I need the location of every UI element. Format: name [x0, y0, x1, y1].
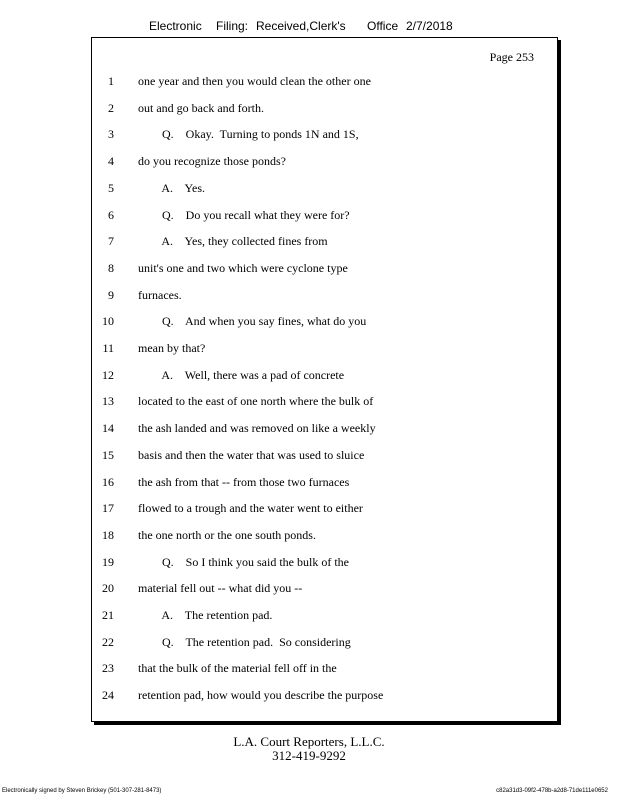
line-number: 4 — [108, 154, 114, 168]
line-number: 20 — [102, 581, 114, 595]
line-number: 21 — [102, 608, 114, 622]
line-number: 5 — [108, 181, 114, 195]
line-text: material fell out -- what did you -- — [138, 581, 303, 595]
line-text: Q. Do you recall what they were for? — [138, 208, 350, 222]
line-number: 23 — [102, 661, 114, 675]
page-number: Page 253 — [489, 50, 534, 64]
header-office: Office — [367, 19, 399, 33]
line-text: A. Yes. — [138, 181, 206, 195]
line-number: 6 — [108, 208, 114, 222]
line-text: Q. The retention pad. So considering — [138, 635, 351, 649]
line-text: that the bulk of the material fell off in the — [138, 661, 337, 675]
line-text: the ash from that -- from those two furnaces — [138, 475, 350, 489]
line-number: 17 — [102, 501, 114, 515]
line-number: 15 — [102, 448, 114, 462]
line-text: Q. And when you say fines, what do you — [138, 314, 367, 328]
line-text: one year and then you would clean the other one — [138, 74, 371, 88]
line-text: A. Yes, they collected fines from — [138, 234, 328, 248]
line-number: 9 — [108, 288, 114, 302]
line-text: Q. Okay. Turning to ponds 1N and 1S, — [138, 127, 359, 141]
line-number: 2 — [108, 101, 114, 115]
line-text: Q. So I think you said the bulk of the — [138, 555, 349, 569]
line-text: A. The retention pad. — [138, 608, 273, 622]
line-text: the ash landed and was removed on like a weekly — [138, 421, 376, 435]
line-number: 7 — [108, 234, 114, 248]
line-text: out and go back and forth. — [138, 101, 264, 115]
line-number: 16 — [102, 475, 114, 489]
line-text: basis and then the water that was used to sluice — [138, 448, 365, 462]
footer-company: L.A. Court Reporters, L.L.C. — [233, 734, 385, 749]
line-number: 10 — [102, 314, 114, 328]
header-date: 2/7/2018 — [406, 19, 453, 33]
line-number: 11 — [102, 341, 114, 355]
footer-phone: 312-419-9292 — [272, 748, 346, 763]
line-text: furnaces. — [138, 288, 182, 302]
line-number: 8 — [108, 261, 114, 275]
line-number: 18 — [102, 528, 114, 542]
line-text: flowed to a trough and the water went to either — [138, 501, 363, 515]
header-electronic: Electronic — [149, 19, 202, 33]
line-text: unit's one and two which were cyclone type — [138, 261, 348, 275]
line-number: 13 — [102, 394, 114, 408]
line-number: 12 — [102, 368, 114, 382]
header-received: Received,Clerk's — [256, 19, 346, 33]
line-text: A. Well, there was a pad of concrete — [138, 368, 345, 382]
line-number: 24 — [102, 688, 114, 702]
line-number: 22 — [102, 635, 114, 649]
line-number: 19 — [102, 555, 114, 569]
line-text: do you recognize those ponds? — [138, 154, 286, 168]
line-number: 14 — [102, 421, 114, 435]
line-number: 1 — [108, 74, 114, 88]
line-text: located to the east of one north where the bulk of — [138, 394, 374, 408]
line-text: mean by that? — [138, 341, 206, 355]
line-text: retention pad, how would you describe the purpose — [138, 688, 384, 702]
signature-right: c82a31d3-09f2-478b-a2d8-71de111e0652 — [496, 788, 608, 794]
signature-left: Electronically signed by Steven Brickey (501-307-281-8473) — [2, 788, 162, 794]
line-text: the one north or the one south ponds. — [138, 528, 316, 542]
header-filing: Filing: — [216, 19, 249, 33]
line-number: 3 — [108, 127, 114, 141]
